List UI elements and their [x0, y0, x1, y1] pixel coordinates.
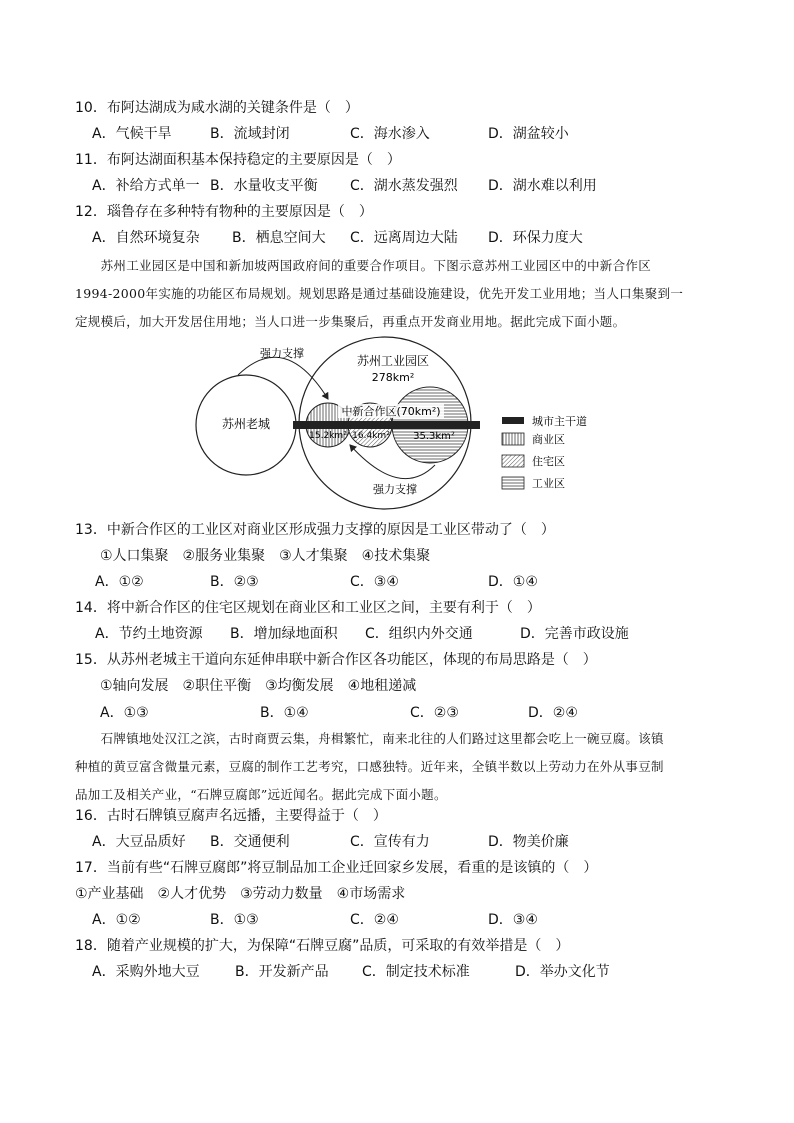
- legend: [502, 415, 587, 490]
- q16-option-d: D．物美价廉: [488, 834, 569, 850]
- q15-option-d: D．②④: [528, 705, 578, 721]
- q12-option-c: C．远离周边大陆: [350, 230, 458, 246]
- industrial-area-label: 35.3km²: [413, 431, 455, 442]
- q10-option-a: A．气候干旱: [92, 126, 172, 142]
- q13-statements: ①人口集聚 ②服务业集聚 ③人才集聚 ④技术集聚: [100, 548, 431, 564]
- question-13-stem: 13．中新合作区的工业区对商业区形成强力支撑的原因是工业区带动了（ ）: [75, 522, 555, 538]
- q18-option-a: A．采购外地大豆: [92, 964, 200, 980]
- residential-area-label: 16.4km²: [352, 431, 390, 441]
- q15-option-a: A．①③: [100, 705, 149, 721]
- passage-line: 定规模后，加大开发居住用地；当人口进一步集聚后，再重点开发商业用地。据此完成下面小题。: [75, 314, 626, 329]
- legend-industrial-swatch: [502, 477, 524, 489]
- passage-line: 种植的黄豆富含微量元素，豆腐的制作工艺考究，口感独特。近年来，全镇半数以上劳动力在外从事豆制: [75, 759, 664, 774]
- q18-option-c: C．制定技术标准: [362, 964, 470, 980]
- legend-label: 商业区: [532, 433, 565, 446]
- support-label-bottom: 强力支撑: [373, 483, 417, 496]
- q13-option-d: D．①④: [488, 574, 538, 590]
- q13-option-b: B．②③: [210, 574, 259, 590]
- old-city-label: 苏州老城: [221, 417, 271, 431]
- park-name-label: 苏州工业园区: [356, 354, 430, 368]
- q15-option-c: C．②③: [410, 705, 459, 721]
- legend-residential-swatch: [502, 455, 524, 467]
- q11-option-c: C．湖水蒸发强烈: [350, 178, 458, 194]
- q13-option-a: A．①②: [95, 574, 144, 590]
- q16-option-b: B．交通便利: [210, 834, 290, 850]
- passage-line: 品加工及相关产业，“石牌豆腐郎”远近闻名。据此完成下面小题。: [75, 787, 447, 802]
- city-main-road: [293, 421, 480, 429]
- q13-option-c: C．③④: [350, 574, 399, 590]
- q15-statements: ①轴向发展 ②职住平衡 ③均衡发展 ④地租递减: [100, 678, 417, 694]
- q17-statements: ①产业基础 ②人才优势 ③劳动力数量 ④市场需求: [75, 886, 406, 902]
- question-14-stem: 14．将中新合作区的住宅区规划在商业区和工业区之间，主要有利于（ ）: [75, 600, 541, 616]
- q14-option-c: C．组织内外交通: [365, 626, 473, 642]
- question-17-stem: 17．当前有些“石牌豆腐郎”将豆制品加工企业迁回家乡发展，看重的是该镇的（ ）: [75, 860, 598, 876]
- commercial-area-label: 15.2km²: [309, 431, 347, 441]
- passage-line: 石牌镇地处汉江之滨，古时商贾云集，舟楫繁忙，南来北往的人们路过这里都会吃上一碗豆腐。该镇: [75, 731, 664, 746]
- q16-option-c: C．宣传有力: [350, 834, 430, 850]
- q11-option-b: B．水量收支平衡: [210, 178, 318, 194]
- question-11-stem: 11．布阿达湖面积基本保持稳定的主要原因是（ ）: [75, 152, 401, 168]
- q14-option-b: B．增加绿地面积: [230, 626, 338, 642]
- passage-shipai: [75, 725, 735, 809]
- q14-option-d: D．完善市政设施: [520, 626, 629, 642]
- park-area-label: 278km²: [371, 371, 415, 384]
- question-16-stem: 16．古时石牌镇豆腐声名远播，主要得益于（ ）: [75, 808, 387, 824]
- q17-option-d: D．③④: [488, 912, 538, 928]
- q12-option-b: B．栖息空间大: [232, 230, 326, 246]
- q16-option-a: A．大豆品质好: [92, 834, 186, 850]
- q10-option-d: D．湖盆较小: [488, 126, 569, 142]
- passage-line: 1994-2000年实施的功能区布局规划。规划思路是通过基础设施建设，优先开发工业用地；当人口集聚到一: [75, 286, 684, 301]
- q11-option-a: A．补给方式单一: [92, 178, 200, 194]
- question-10-stem: 10．布阿达湖成为咸水湖的关键条件是（ ）: [75, 100, 359, 116]
- legend-label: 工业区: [532, 477, 565, 490]
- q18-option-b: B．开发新产品: [235, 964, 329, 980]
- passage-line: 苏州工业园区是中国和新加坡两国政府间的重要合作项目。下图示意苏州工业园区中的中新合作区: [75, 258, 652, 273]
- cooperation-zone-label: 中新合作区(70km²): [341, 405, 441, 418]
- q10-option-b: B．流域封闭: [210, 126, 290, 142]
- support-label-top: 强力支撑: [260, 347, 304, 360]
- question-18-stem: 18．随着产业规模的扩大，为保障“石牌豆腐”品质，可采取的有效举措是（ ）: [75, 938, 570, 954]
- q12-option-d: D．环保力度大: [488, 230, 583, 246]
- legend-label: 城市主干道: [532, 415, 587, 428]
- q10-option-c: C．海水渗入: [350, 126, 430, 142]
- q11-option-d: D．湖水难以利用: [488, 178, 597, 194]
- q12-option-a: A．自然环境复杂: [92, 230, 200, 246]
- suzhou-park-diagram: [190, 335, 610, 525]
- q15-option-b: B．①④: [260, 705, 309, 721]
- question-12-stem: 12．瑙鲁存在多种特有物种的主要原因是（ ）: [75, 204, 373, 220]
- passage-suzhou: [75, 252, 735, 336]
- legend-commercial-swatch: [502, 433, 524, 445]
- q17-option-b: B．①③: [210, 912, 259, 928]
- legend-road-swatch: [502, 417, 524, 424]
- q14-option-a: A．节约土地资源: [95, 626, 203, 642]
- question-15-stem: 15．从苏州老城主干道向东延伸串联中新合作区各功能区，体现的布局思路是（ ）: [75, 652, 597, 668]
- q17-option-a: A．①②: [92, 912, 141, 928]
- legend-label: 住宅区: [532, 455, 565, 468]
- q17-option-c: C．②④: [350, 912, 399, 928]
- q18-option-d: D．举办文化节: [515, 964, 610, 980]
